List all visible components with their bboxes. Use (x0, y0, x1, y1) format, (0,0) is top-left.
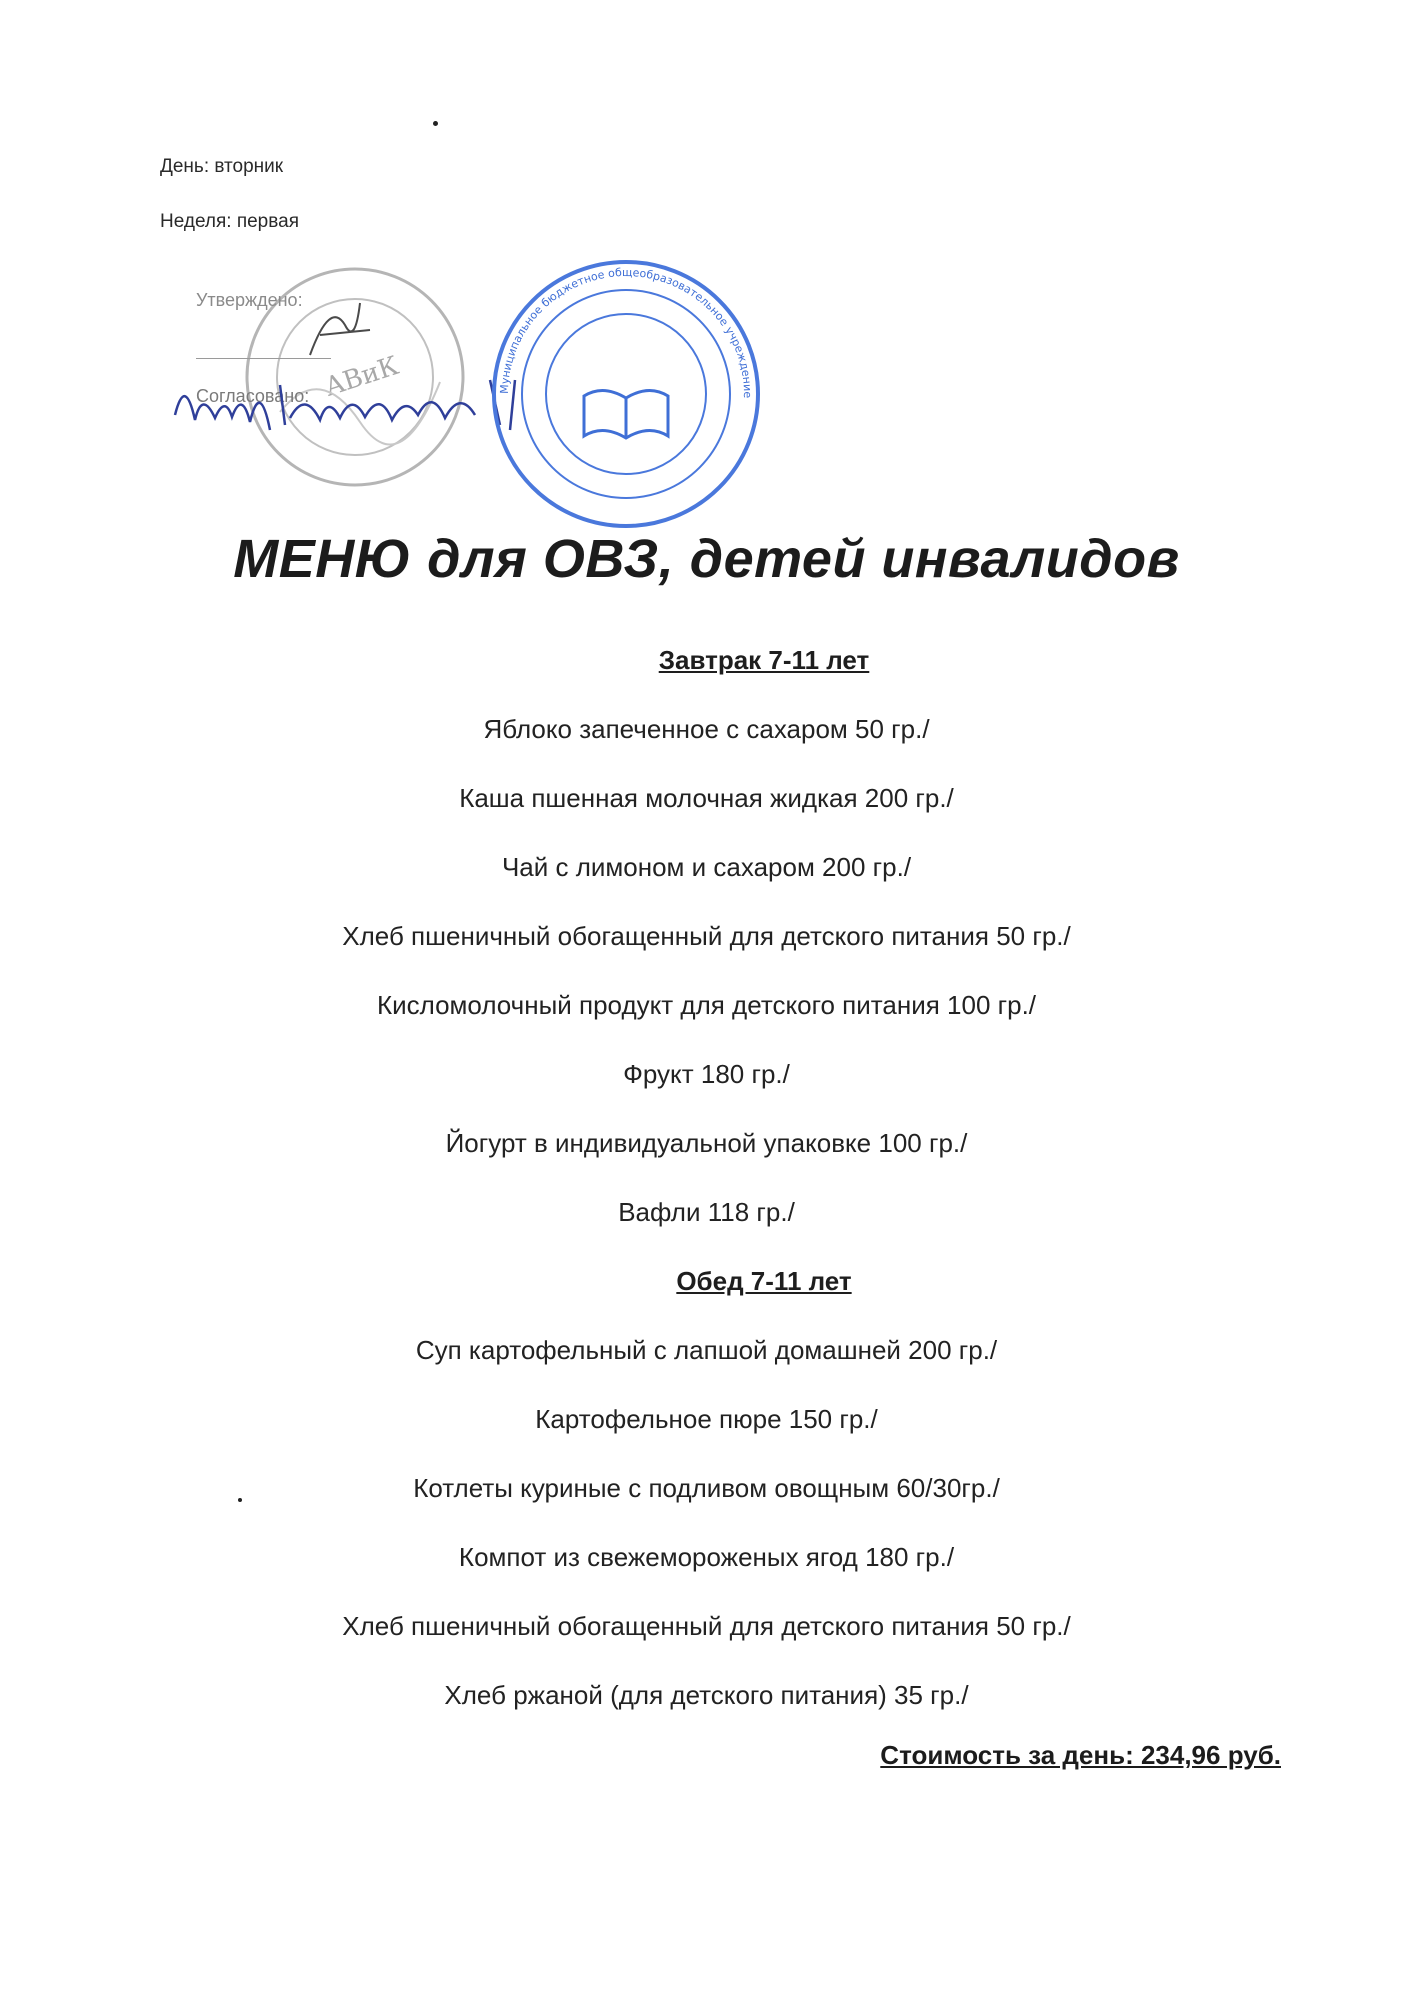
list-item: Компот из свежемороженых ягод 180 гр./ (458, 1542, 955, 1572)
speck (433, 121, 438, 126)
svg-text:AВиК: AВиК (321, 350, 403, 403)
list-item: Картофельное пюре 150 гр./ (535, 1404, 878, 1434)
daily-cost: Стоимость за день: 234,96 руб. (880, 1740, 1281, 1770)
list-item: Йогурт в индивидуальной упаковке 100 гр./ (445, 1128, 968, 1158)
list-item: Суп картофельный с лапшой домашней 200 гр./ (415, 1335, 998, 1365)
list-item: Каша пшенная молочная жидкая 200 гр./ (459, 783, 954, 813)
lunch-title: Обед 7-11 лет (676, 1266, 852, 1296)
organization-seal-icon (488, 256, 764, 532)
svg-text:Муниципальное бюджетное общеоб (498, 266, 754, 398)
list-item: Хлеб ржаной (для детского питания) 35 гр./ (444, 1680, 969, 1710)
list-item: Котлеты куриные с подливом овощным 60/30гр./ (413, 1473, 1000, 1503)
page-title: МЕНЮ для ОВЗ, детей инвалидов (233, 529, 1180, 589)
list-item: Вафли 118 гр./ (618, 1197, 795, 1227)
day-label: День: вторник (160, 156, 284, 177)
list-item: Хлеб пшеничный обогащенный для детского питания 50 гр./ (342, 921, 1071, 951)
list-item: Фрукт 180 гр./ (623, 1059, 790, 1089)
approval-signature-icon (300, 295, 380, 365)
breakfast-title: Завтрак 7-11 лет (658, 645, 870, 675)
list-item: Хлеб пшеничный обогащенный для детского питания 50 гр./ (342, 1611, 1071, 1641)
week-label: Неделя: первая (160, 211, 299, 232)
menu-list (0, 640, 1413, 1744)
agreed-label: Согласовано: (196, 386, 310, 406)
seal-text: Муниципальное бюджетное общеобразовательное учреждение (497, 265, 755, 399)
approved-label: Утверждено: (196, 290, 303, 310)
list-item: Чай с лимоном и сахаром 200 гр./ (501, 852, 912, 882)
list-item: Кисломолочный продукт для детского питания 100 гр./ (376, 990, 1037, 1020)
list-item: Яблоко запеченное с сахаром 50 гр./ (483, 714, 930, 744)
